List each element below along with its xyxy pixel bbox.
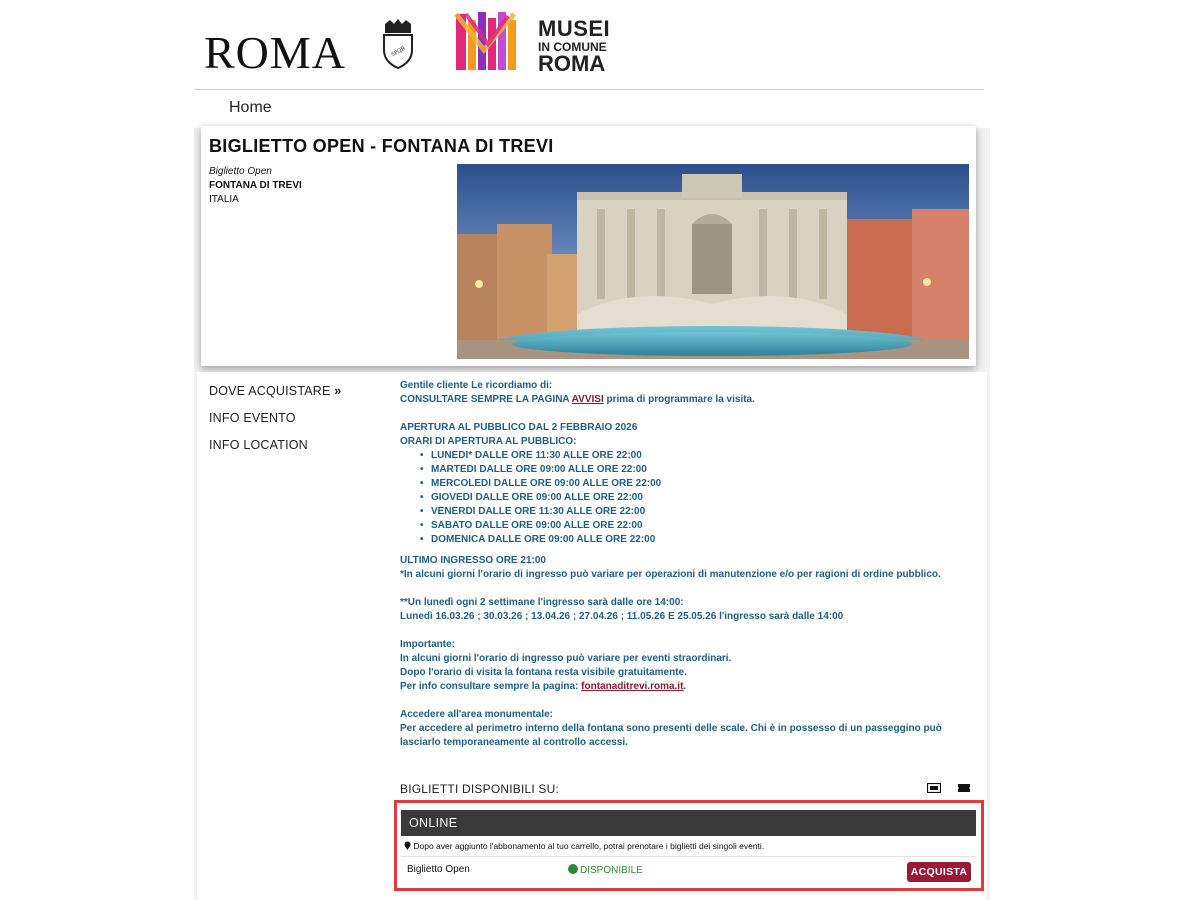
event-type: Biglietto Open [209,166,272,177]
schedule-list [400,449,980,547]
info-imp3 [400,680,980,694]
roma-logo[interactable]: ROMA [204,27,347,78]
ticket-name: Biglietto Open [407,864,470,875]
event-country: ITALIA [209,194,239,205]
cart-notice [404,841,764,851]
info-note2b: Lunedì 16.03.26 ; 30.03.26 ; 13.04.26 ; 27.04.26 ; 11.05.26 E 25.05.26 l'ingresso sarà dalle 14:00 [400,611,844,622]
info-apertura: APERTURA AL PUBBLICO DAL 2 FEBBRAIO 2026 [400,422,638,433]
trevi-fountain-image [457,164,969,359]
musei-line2: IN COMUNE [538,40,607,54]
info-imp3-post: . [683,681,687,692]
row-divider [401,856,976,857]
event-card [201,126,976,366]
schedule-item: • MARTEDI DALLE ORE 09:00 ALLE ORE 22:00 [420,463,980,477]
info-acc2: lasciarlo temporaneamente al controllo accessi. [400,737,628,748]
availability-status-text: DISPONIBILE [580,865,643,876]
info-accedere: Accedere all'area monumentale: [400,709,553,720]
info-orari-title: ORARI DI APERTURA AL PUBBLICO: [400,436,577,447]
spqr-shield-icon [380,18,416,70]
site-header [194,0,984,90]
tickets-label: BIGLIETTI DISPONIBILI SU: [400,782,560,796]
info-imp2: Dopo l'orario di visita la fontana resta visibile gratuitamente. [400,667,687,678]
schedule-item: • SABATO DALLE ORE 09:00 ALLE ORE 22:00 [420,519,980,533]
header-divider [194,89,984,90]
side-menu-info-evento[interactable]: INFO EVENTO [209,411,296,425]
schedule-item: • VENERDI DALLE ORE 11:30 ALLE ORE 22:00 [420,505,980,519]
schedule-item: • DOMENICA DALLE ORE 09:00 ALLE ORE 22:00 [420,533,980,547]
double-chevron-icon: » [334,384,342,398]
fontanaditrevi-link[interactable]: fontanaditrevi.roma.it [581,681,684,692]
shield-text: SPQR [390,45,407,59]
acquista-button[interactable]: ACQUISTA [907,862,971,882]
schedule-item: • MERCOLEDI DALLE ORE 09:00 ALLE ORE 22:00 [420,477,980,491]
page-title: BIGLIETTO OPEN - FONTANA DI TREVI [209,136,554,156]
info-imp3-pre: Per info consultare sempre la pagina: [400,681,582,692]
info-intro1: Gentile cliente Le ricordiamo di: [400,380,553,391]
print-ticket-icon[interactable] [958,783,970,793]
side-menu [209,384,341,465]
side-menu-dove-acquistare-label: DOVE ACQUISTARE [209,384,331,398]
nav-home-link[interactable]: Home [229,99,272,116]
event-meta [209,165,302,207]
musei-line1: MUSEI [538,16,611,41]
info-intro2-pre: CONSULTARE SEMPRE LA PAGINA [400,394,572,405]
event-name: FONTANA DI TREVI [209,180,302,191]
musei-in-comune-logo[interactable] [538,18,610,75]
info-importante: Importante: [400,639,455,650]
musei-logo-mark-icon [454,10,524,74]
side-menu-info-location[interactable]: INFO LOCATION [209,438,308,452]
availability-status [568,864,643,876]
event-info-text [400,379,980,750]
avvisi-link[interactable]: AVVISI [571,394,604,405]
cart-notice-text: Dopo aver aggiunto l'abbonamento al tuo carrello, potrai prenotare i biglietti dei singoli eventi. [413,841,765,851]
schedule-item: • LUNEDI* DALLE ORE 11:30 ALLE ORE 22:00 [420,449,980,463]
online-channel-header: ONLINE [401,810,976,836]
musei-line3: ROMA [538,51,606,76]
info-note2a: **Un lunedì ogni 2 settimane l'ingresso sarà dalle ore 14:00: [400,597,684,608]
info-intro2-post: prima di programmare la visita. [603,394,755,405]
info-note1: *In alcuni giorni l'orario di ingresso può variare per operazioni di manutenzione e/o per ragioni di ordine pubblico. [400,569,941,580]
available-dot-icon [568,864,578,874]
info-intro2 [400,393,980,407]
side-menu-dove-acquistare[interactable] [209,384,341,398]
schedule-item: • GIOVEDI DALLE ORE 09:00 ALLE ORE 22:00 [420,491,980,505]
ticket-icon[interactable] [927,783,941,793]
info-ultimo: ULTIMO INGRESSO ORE 21:00 [400,555,546,566]
info-acc1: Per accedere al perimetro interno della fontana sono presenti delle scale. Chi è in possesso di un passeggino può [400,723,942,734]
info-imp1: In alcuni giorni l'orario di ingresso può variare per eventi straordinari. [400,653,732,664]
map-pin-icon [404,841,411,850]
